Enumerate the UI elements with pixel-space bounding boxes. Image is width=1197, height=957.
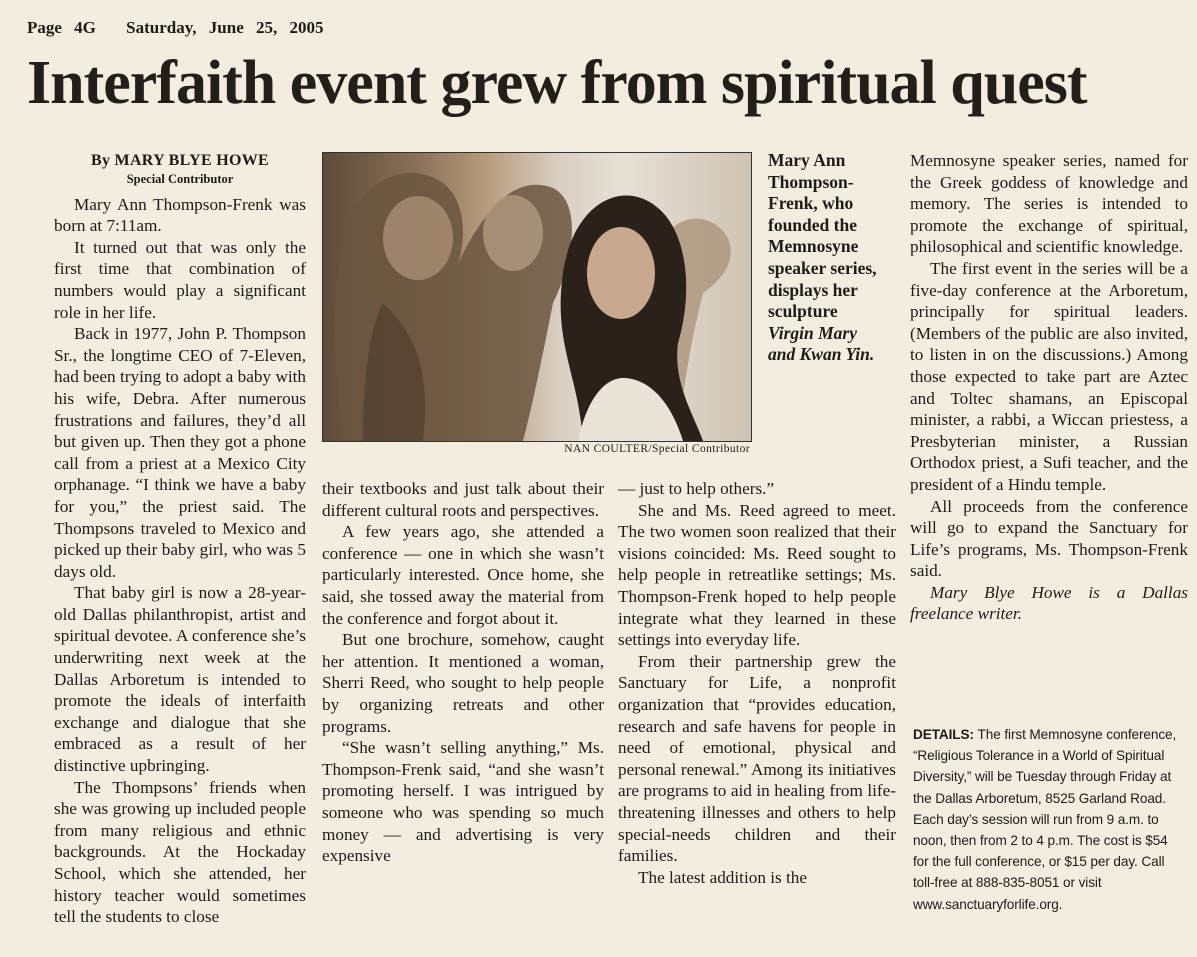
article-photo [322,152,752,442]
article-column-4 [910,150,1188,625]
photo-illustration [323,153,751,441]
paragraph: “She wasn’t selling anything,” Ms. Thompson-Frenk said, “and she wasn’t promoting herself. I was intrigued by someone who was spending so much money — and advertising is very expensive [322,738,604,866]
caption-text: Mary Ann Thompson-Frenk, who founded the Memnosyne speaker series, displays her sculpture [768,150,877,322]
issue-date: Saturday, June 25, 2005 [126,18,324,37]
paragraph: All proceeds from the conference will go to expand the Sanctuary for Life’s programs, Ms. Thompson-Frenk said. [910,496,1188,581]
paragraph: — just to help others.” [618,479,775,498]
photo-caption [768,150,888,366]
details-text: The first Memnosyne conference, “Religious Tolerance in a World of Spiritual Diversity,” will be Tuesday through Friday at the Dallas Arboretum, 8525 Garland Road. Each day’s session will run from 9 a.m. to noon, then from 2 to 4 p.m. The cost is $54 for the full conference, or $15 per day. Call toll-free at 888-835-8051 or visit www.sanctuaryforlife.org. [913,727,1177,912]
details-box [913,724,1183,915]
paragraph: That baby girl is now a 28-year-old Dallas philanthropist, artist and spiritual devotee. A conference she’s underwriting next week at the Dallas Arboretum is intended to promote the ideals of interfaith exchange and dialogue that she embraced as a result of her distinctive upbringing. [54,583,306,776]
article-column-2 [322,478,604,867]
paragraph: Memnosyne speaker series, named for the Greek goddess of knowledge and memory. The series is intended to promote the exchange of spiritual, philosophical and scientific knowledge. [910,151,1188,257]
page-number: Page 4G [27,18,96,37]
paragraph: The latest addition is the [638,867,807,887]
paragraph: Back in 1977, John P. Thompson Sr., the longtime CEO of 7-Eleven, had been trying to adopt a baby with his wife, Debra. After numerous frustrations and failures, they’d all but given up. Then they got a phone call from a priest at a Mexico City orphanage. “I think we have a baby for you,” the priest said. The Thompsons traveled to Mexico and picked up their baby girl, who was 5 days old. [54,324,306,581]
paragraph: But one brochure, somehow, caught her attention. It mentioned a woman, Sherri Reed, who sought to help people by organizing retreats and other programs. [322,630,604,736]
details-label: DETAILS: [913,727,978,742]
paragraph: It turned out that was only the first time that combination of numbers would play a significant role in her life. [54,237,306,322]
caption-sculpture-title: Virgin Mary and Kwan Yin. [768,322,875,365]
headline: Interfaith event grew from spiritual quest [27,49,1087,117]
byline-role: Special Contributor [126,171,234,186]
article-column-1 [54,150,306,928]
paragraph: The first event in the series will be a five-day conference at the Arboretum, principally for spiritual leaders. (Members of the public are also invited, to listen in on the discussions.) Among those expected to take part are Aztec and Toltec shamans, an Episcopal minister, a rabbi, a Wiccan priestess, a Presbyterian minister, a Russian Orthodox priest, a Sufi teacher, and the president of a Hindu temple. [910,258,1188,494]
byline [54,150,306,186]
paragraph: The Thompsons’ friends when she was growing up included people from many religious and ethnic backgrounds. At the Hockaday School, which she attended, her history teacher would sometimes tell the students to close [54,777,306,927]
author-signoff: Mary Blye Howe is a Dallas freelance writer. [910,582,1188,624]
paragraph: Mary Ann Thompson-Frenk was born at 7:11am. [54,194,306,236]
paragraph: A few years ago, she attended a conference — one in which she wasn’t particularly interested. Once home, she said, she tossed away the material from the conference and forgot about it. [322,522,604,628]
byline-author: By MARY BLYE HOWE [90,152,270,169]
paragraph: She and Ms. Reed agreed to meet. The two women soon realized that their visions coincided: Ms. Reed sought to help people in retreatlike settings; Ms. Thompson-Frenk hoped to help people integrate what they learned in these settings into everyday life. [618,500,896,650]
masthead [27,18,342,38]
paragraph: From their partnership grew the Sanctuary for Life, a nonprofit organization that “provides education, research and safe havens for people in need of emotional, physical and personal renewal.” Among its initiatives are programs to aid in healing from life-threatening illnesses and others to help special-needs children and their families. [618,651,896,866]
paragraph: their textbooks and just talk about their different cultural roots and perspectives. [322,479,604,520]
photo-credit: NAN COULTER/Special Contributor [564,443,750,455]
article-column-3 [618,478,896,888]
